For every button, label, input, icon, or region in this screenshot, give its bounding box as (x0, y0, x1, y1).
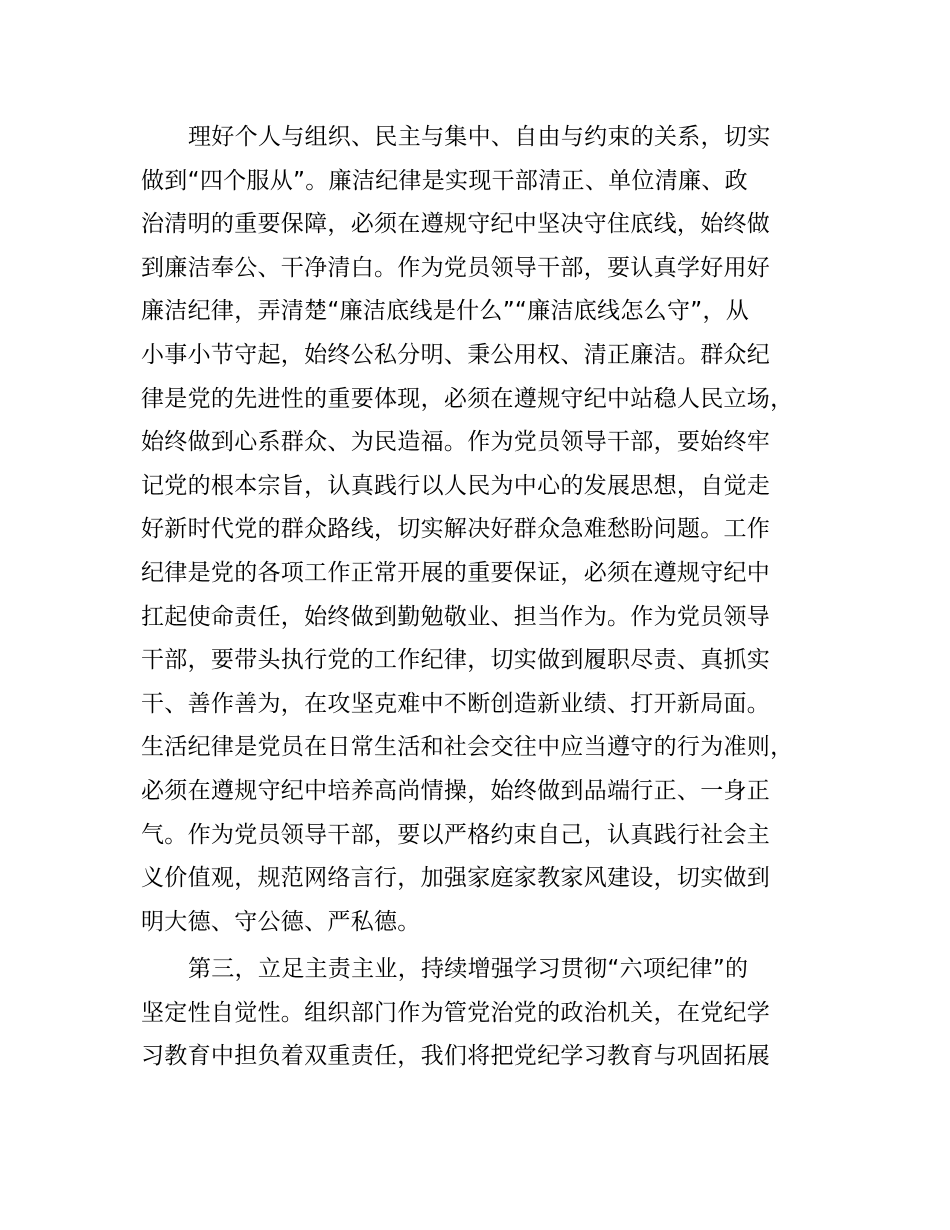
paragraph-line: 律是党的先进性的重要体现，必须在遵规守纪中站稳人民立场， (141, 385, 794, 412)
paragraph-line: 到廉洁奉公、干净清白。作为党员领导干部，要认真学好用好 (141, 254, 771, 281)
paragraph-line: 习教育中担负着双重责任，我们将把党纪学习教育与巩固拓展 (141, 1043, 771, 1070)
paragraph-line: 记党的根本宗旨，认真践行以人民为中心的发展思想，自觉走 (141, 472, 771, 499)
paragraph-line: 扛起使命责任，始终做到勤勉敬业、担当作为。作为党员领导 (141, 603, 771, 630)
paragraph-line: 干部，要带头执行党的工作纪律，切实做到履职尽责、真抓实 (141, 647, 771, 674)
paragraph-line: 必须在遵规守纪中培养高尚情操，始终做到品端行正、一身正 (141, 777, 771, 804)
paragraph-line: 小事小节守起，始终公私分明、秉公用权、清正廉洁。群众纪 (141, 341, 771, 368)
paragraph-discipline-types (141, 116, 841, 944)
paragraph-line: 做到“四个服从”。廉洁纪律是实现干部清正、单位清廉、政 (141, 167, 748, 194)
paragraph-line: 生活纪律是党员在日常生活和社会交往中应当遵守的行为准则， (141, 734, 794, 761)
paragraph-line: 好新时代党的群众路线，切实解决好群众急难愁盼问题。工作 (141, 516, 771, 543)
paragraph-line: 坚定性自觉性。组织部门作为管党治党的政治机关，在党纪学 (141, 999, 771, 1026)
paragraph-line: 义价值观，规范网络言行，加强家庭家教家风建设，切实做到 (141, 865, 771, 892)
paragraph-line: 纪律是党的各项工作正常开展的重要保证，必须在遵规守纪中 (141, 559, 771, 586)
paragraph-line: 治清明的重要保障，必须在遵规守纪中坚决守住底线，始终做 (141, 211, 771, 238)
paragraph-line: 第三，立足主责主业，持续增强学习贯彻“六项纪律”的 (188, 956, 749, 982)
paragraph-line: 理好个人与组织、民主与集中、自由与约束的关系，切实 (188, 124, 771, 150)
paragraph-line: 干、善作善为，在攻坚克难中不断创造新业绩、打开新局面。 (141, 690, 771, 717)
paragraph-line: 明大德、守公德、严私德。 (141, 908, 421, 935)
paragraph-line: 廉洁纪律，弄清楚“廉洁底线是什么”“廉洁底线怎么守”，从 (141, 298, 750, 325)
paragraph-line: 气。作为党员领导干部，要以严格约束自己，认真践行社会主 (141, 821, 771, 848)
paragraph-third-point (141, 948, 841, 1079)
paragraph-line: 始终做到心系群众、为民造福。作为党员领导干部，要始终牢 (141, 429, 771, 456)
